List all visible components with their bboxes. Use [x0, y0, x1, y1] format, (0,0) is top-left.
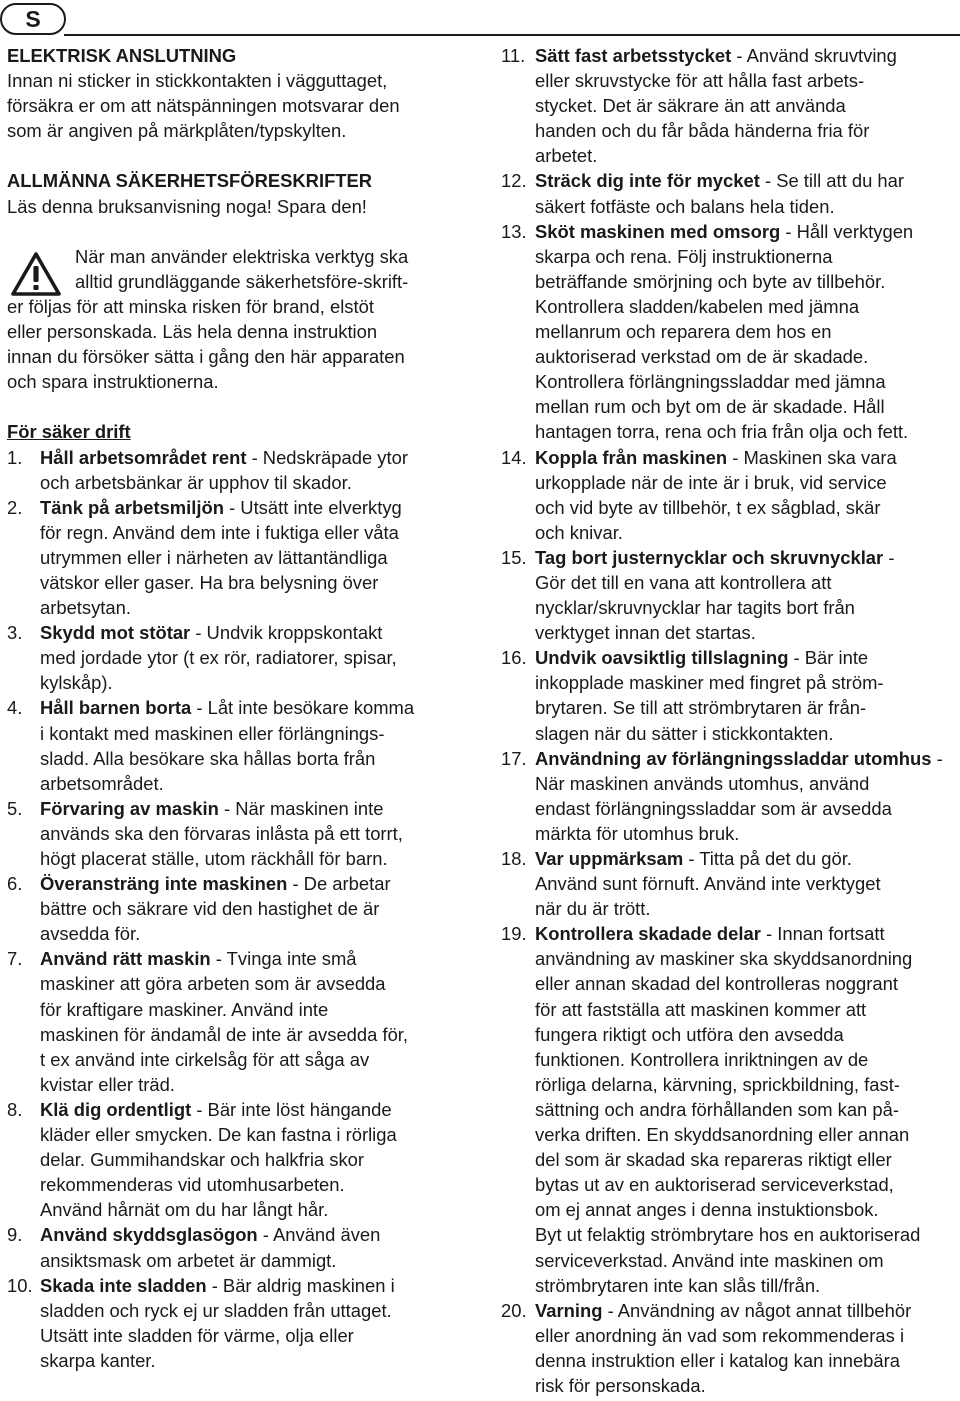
- rule-line: risk för personskada.: [535, 1374, 706, 1396]
- rule-first-line: [535, 219, 953, 244]
- rule-title-rest: - Bär inte: [788, 647, 869, 669]
- rule-title: Håll arbetsområdet rent: [40, 446, 247, 468]
- rule-first-line: [535, 168, 953, 193]
- rule-line: denna instruktion eller i katalog kan innebära: [535, 1349, 900, 1371]
- rule-title-rest: - Innan fortsatt: [760, 923, 885, 945]
- rule-title: Använd rätt maskin: [40, 948, 211, 970]
- rule-line: sladd. Alla besökare ska hållas borta från: [40, 747, 376, 769]
- rule-line: om ej annat anges i denna instuktionsbok.: [535, 1199, 879, 1221]
- rule-number: 10.: [7, 1274, 33, 1296]
- rule-line: beträffande smörjning och byte av tillbehör.: [535, 270, 886, 292]
- rule-title-rest: - Maskinen ska vara: [727, 446, 897, 468]
- rule-first-line: [40, 1273, 459, 1298]
- warning-line: innan du försöker sätta i gång den här apparaten: [7, 346, 405, 368]
- rule-line: sättning och andra förhållanden som kan på-: [535, 1098, 899, 1120]
- rule-line: mellanrum och reparera dem hos en: [535, 321, 832, 343]
- safety-rule-item: [501, 1298, 953, 1398]
- rule-title: Sätt fast arbetsstycket: [535, 45, 732, 66]
- rule-number: 11.: [501, 45, 526, 66]
- electrical-line: försäkra er om att nätspänningen motsvarar den: [7, 95, 400, 117]
- rule-title: Skada inte sladden: [40, 1274, 207, 1296]
- rule-line: mellan rum och byt om de är skadade. Håll: [535, 396, 885, 418]
- warning-line: När man använder elektriska verktyg ska: [75, 245, 409, 267]
- safety-rule-item: [7, 620, 459, 695]
- safety-rule-item: [7, 445, 459, 495]
- rule-line: arbetsområdet.: [40, 772, 164, 794]
- rule-first-line: [40, 796, 459, 821]
- rule-number: 15.: [501, 546, 527, 568]
- rule-line: När maskinen används utomhus, använd: [535, 772, 870, 794]
- rule-text: [40, 1222, 459, 1272]
- rule-line: i kontakt med maskinen eller förlängnings-: [40, 722, 385, 744]
- rule-line: skarpa och rena. Följ instruktionerna: [535, 245, 833, 267]
- rule-line: används ska den förvaras inlåsta på ett torrt,: [40, 822, 403, 844]
- rule-number: 19.: [501, 923, 527, 945]
- electrical-line: Innan ni sticker in stickkontakten i vägguttaget,: [7, 70, 388, 92]
- rule-title: Undvik oavsiktlig tillslagning: [535, 647, 789, 669]
- rule-line: bättre och säkrare vid den hastighet de är: [40, 898, 380, 920]
- rule-line: Gör det till en vana att kontrollera att: [535, 571, 832, 593]
- warning-triangle-icon: [11, 252, 61, 296]
- rule-text: [535, 545, 953, 645]
- rule-first-line: [535, 445, 953, 470]
- rule-number: 6.: [7, 873, 23, 895]
- rule-line: handen och du får båda händerna fria för: [535, 120, 870, 142]
- rule-line: Kontrollera sladden/kabelen med jämna: [535, 295, 860, 317]
- rule-number: 13.: [501, 220, 527, 242]
- rule-first-line: [535, 1298, 953, 1323]
- rule-number: 9.: [7, 1224, 23, 1246]
- rule-first-line: [40, 445, 459, 470]
- spacer: [7, 143, 459, 168]
- rule-text: [535, 846, 953, 921]
- rule-title-rest: - Titta på det du gör.: [683, 848, 852, 869]
- rule-line: och knivar.: [535, 521, 623, 543]
- rule-number: 5.: [7, 797, 23, 819]
- rule-first-line: [40, 695, 459, 720]
- rule-line: inkopplade maskiner med fingret på ström-: [535, 672, 884, 694]
- safety-rule-item: [7, 796, 459, 871]
- safety-rule-item: [7, 495, 459, 620]
- rule-line: arbetsytan.: [40, 597, 131, 619]
- rule-line: rekommenderas vid utomhusarbeten.: [40, 1174, 345, 1196]
- rule-text: [40, 796, 459, 871]
- rule-line: slagen när du sätter i stickkontakten.: [535, 722, 834, 744]
- rule-first-line: [535, 545, 953, 570]
- rule-title: Sköt maskinen med omsorg: [535, 220, 781, 242]
- rule-line: ansiktsmask om arbetet är dammigt.: [40, 1249, 337, 1271]
- rule-line: avsedda för.: [40, 923, 141, 945]
- rule-line: maskinen för ändamål de inte är avsedda för,: [40, 1023, 409, 1045]
- rule-title-rest: - Använd även: [257, 1224, 381, 1246]
- rule-first-line: [535, 921, 953, 946]
- rule-line: säkert fotfäste och balans hela tiden.: [535, 195, 835, 217]
- general-safety-heading: ALLMÄNNA SÄKERHETSFÖRESKRIFTER: [7, 170, 373, 192]
- rule-title: Använd skyddsglasögon: [40, 1224, 258, 1246]
- rule-number: 12.: [501, 170, 527, 192]
- rule-text: [40, 495, 459, 620]
- rule-line: utrymmen eller i närheten av lättantändliga: [40, 546, 388, 568]
- rule-title: Tänk på arbetsmiljön: [40, 496, 224, 518]
- safety-rule-item: [7, 1222, 459, 1272]
- rule-line: kläder eller smycken. De kan fastna i rörliga: [40, 1124, 397, 1146]
- rule-title-rest: - Låt inte besökare komma: [191, 697, 415, 719]
- rule-text: [40, 871, 459, 946]
- rule-title: Förvaring av maskin: [40, 797, 219, 819]
- warning-line: och spara instruktionerna.: [7, 371, 219, 393]
- general-safety-intro: Läs denna bruksanvisning noga! Spara den!: [7, 195, 367, 217]
- rule-line: rörliga delarna, kärvning, sprickbildning, fast-: [535, 1073, 900, 1095]
- rule-text: [535, 219, 953, 445]
- rule-text: [40, 695, 459, 795]
- right-column: [501, 43, 953, 1398]
- rule-line: delar. Gummihandskar och halkfria skor: [40, 1149, 365, 1171]
- rule-title: Kontrollera skadade delar: [535, 923, 761, 945]
- rule-title: Var uppmärksam: [535, 848, 684, 869]
- rule-title-rest: - Håll verktygen: [780, 220, 914, 242]
- rule-first-line: [535, 846, 953, 871]
- rule-number: 3.: [7, 622, 23, 644]
- rule-line: serviceverkstad. Använd inte maskinen om: [535, 1249, 884, 1271]
- rule-line: och vid byte av tillbehör, t ex sågblad, skär: [535, 496, 881, 518]
- safety-rule-item: [501, 43, 953, 168]
- safety-rule-item: [501, 168, 953, 218]
- rule-line: med jordade ytor (t ex rör, radiatorer, spisar,: [40, 647, 397, 669]
- rule-line: bytas ut av en auktoriserad serviceverkstad,: [535, 1174, 894, 1196]
- rule-line: fungera riktigt och utföra den avsedda: [535, 1023, 844, 1045]
- rule-first-line: [40, 946, 459, 971]
- rule-line: t ex använd inte cirkelsåg för att såga av: [40, 1048, 370, 1070]
- rule-first-line: [535, 746, 953, 771]
- safety-rule-item: [7, 871, 459, 946]
- rule-title-rest: - Användning av något annat tillbehör: [602, 1299, 912, 1321]
- rule-title-rest: - Undvik kroppskontakt: [190, 622, 383, 644]
- rule-title: Varning: [535, 1299, 603, 1321]
- safety-rule-item: [501, 545, 953, 645]
- rule-number: 4.: [7, 697, 23, 719]
- rule-line: arbetet.: [535, 145, 598, 167]
- safety-rule-item: [7, 1097, 459, 1222]
- rule-line: användning av maskiner ska skyddsanordning: [535, 948, 913, 970]
- rule-line: verktyget innan det startas.: [535, 622, 756, 644]
- rule-text: [535, 746, 953, 846]
- rule-text: [40, 1097, 459, 1222]
- rule-number: 17.: [501, 747, 527, 769]
- rule-line: vätskor eller gaser. Ha bra belysning över: [40, 571, 379, 593]
- safety-rule-item: [501, 746, 953, 846]
- spacer: [7, 219, 459, 244]
- rule-title: Tag bort justernycklar och skruvnycklar: [535, 546, 884, 568]
- rule-title-rest: - De arbetar: [287, 873, 391, 895]
- rule-line: strömbrytaren inte kan slås till/från.: [535, 1274, 821, 1296]
- header-rule: [64, 34, 960, 36]
- safety-rule-item: [501, 445, 953, 545]
- rule-title: Koppla från maskinen: [535, 446, 728, 468]
- safety-rule-item: [501, 921, 953, 1297]
- warning-line: er följas för att minska risken för brand, elstöt: [7, 295, 374, 317]
- rule-number: 18.: [501, 848, 527, 869]
- rule-title-rest: - Se till att du har: [759, 170, 904, 192]
- safety-rule-item: [7, 695, 459, 795]
- rule-title-rest: - Bär aldrig maskinen i: [206, 1274, 395, 1296]
- rule-title: Skydd mot stötar: [40, 622, 191, 644]
- safety-rule-item: [501, 645, 953, 745]
- rule-text: [40, 445, 459, 495]
- rule-title: Klä dig ordentligt: [40, 1098, 192, 1120]
- rule-line: del som är skadad ska repareras riktigt eller: [535, 1149, 892, 1171]
- safety-rule-item: [7, 1273, 459, 1373]
- rule-line: kylskåp).: [40, 672, 113, 694]
- rule-line: maskiner att göra arbeten som är avsedda: [40, 973, 386, 995]
- rule-title-rest: - Tvinga inte små: [210, 948, 357, 970]
- rule-text: [535, 1298, 953, 1398]
- rule-title-rest: -: [883, 546, 895, 568]
- rule-number: 2.: [7, 496, 23, 518]
- rule-title: Överansträng inte maskinen: [40, 873, 288, 895]
- rule-number: 8.: [7, 1098, 23, 1120]
- rule-line: högt placerat ställe, utom räckhåll för barn.: [40, 848, 388, 869]
- rule-first-line: [40, 871, 459, 896]
- rule-line: verka driften. En skyddsanordning eller annan: [535, 1124, 910, 1146]
- rule-title: Sträck dig inte för mycket: [535, 170, 760, 192]
- language-badge: S: [0, 3, 66, 35]
- rule-first-line: [40, 495, 459, 520]
- rule-title-rest: - Utsätt inte elverktyg: [223, 496, 402, 518]
- left-safety-list: [7, 445, 459, 1373]
- rule-line: Kontrollera förlängningssladdar med jämna: [535, 371, 886, 393]
- rule-text: [40, 946, 459, 1097]
- safety-rule-item: [7, 946, 459, 1097]
- rule-title: Användning av förlängningssladdar utomhus: [535, 747, 932, 769]
- rule-line: Använd sunt förnuft. Använd inte verktyget: [535, 873, 881, 895]
- rule-title-rest: - När maskinen inte: [218, 797, 384, 819]
- rule-line: eller skruvstycke för att hålla fast arbets-: [535, 70, 865, 92]
- rule-title-rest: - Nedskräpade ytor: [246, 446, 408, 468]
- rule-line: sladden och ryck ej ur sladden från uttaget.: [40, 1299, 392, 1321]
- rule-line: eller anordning än vad som rekommenderas i: [535, 1324, 905, 1346]
- rule-text: [40, 1273, 459, 1373]
- rule-line: nycklar/skruvnycklar har tagits bort från: [535, 597, 855, 619]
- safety-rule-item: [501, 219, 953, 445]
- rule-first-line: [535, 645, 953, 670]
- rule-line: stycket. Det är säkrare än att använda: [535, 95, 846, 117]
- rule-number: 14.: [501, 446, 527, 468]
- rule-line: auktoriserad verkstad om de är skadade.: [535, 346, 869, 368]
- rule-first-line: [40, 620, 459, 645]
- warning-line: alltid grundläggande säkerhetsföre-skrift-: [75, 270, 409, 292]
- rule-first-line: [535, 43, 953, 68]
- left-column: [7, 43, 459, 1373]
- rule-first-line: [40, 1222, 459, 1247]
- rule-text: [535, 645, 953, 745]
- rule-text: [535, 921, 953, 1297]
- rule-number: 16.: [501, 647, 527, 669]
- warning-line: eller personskada. Läs hela denna instruktion: [7, 321, 378, 343]
- rule-text: [535, 168, 953, 218]
- spacer: [7, 394, 459, 419]
- rule-text: [535, 445, 953, 545]
- rule-line: Byt ut felaktig strömbrytare hos en auktoriserad: [535, 1224, 921, 1246]
- rule-line: för att fastställa att maskinen kommer att: [535, 998, 867, 1020]
- rule-line: urkopplade när de inte är i bruk, vid service: [535, 471, 887, 493]
- rule-line: endast förlängningssladdar som är avsedda: [535, 797, 892, 819]
- rule-text: [40, 620, 459, 695]
- rule-number: 7.: [7, 948, 23, 970]
- rule-number: 1.: [7, 446, 23, 468]
- rule-number: 20.: [501, 1299, 527, 1321]
- electrical-heading: ELEKTRISK ANSLUTNING: [7, 45, 237, 66]
- warning-block: [7, 244, 459, 395]
- rule-title-rest: - Använd skruvtving: [731, 45, 897, 66]
- rule-line: och arbetsbänkar är upphov til skador.: [40, 471, 352, 493]
- rule-text: [535, 43, 953, 168]
- rule-line: märkta för utomhus bruk.: [535, 822, 740, 844]
- rule-line: skarpa kanter.: [40, 1349, 156, 1371]
- rule-line: för kraftigare maskiner. Använd inte: [40, 998, 329, 1020]
- safe-operation-heading: För säker drift: [7, 421, 131, 443]
- rule-line: hantagen torra, rena och fria från olja och fett.: [535, 421, 909, 443]
- rule-line: för regn. Använd dem inte i fuktiga eller våta: [40, 521, 399, 543]
- rule-line: Utsätt inte sladden för värme, olja eller: [40, 1324, 354, 1346]
- rule-title: Håll barnen borta: [40, 697, 192, 719]
- safety-rule-item: [501, 846, 953, 921]
- rule-line: Använd hårnät om du har långt hår.: [40, 1199, 329, 1221]
- rule-line: brytaren. Se till att strömbrytaren är från-: [535, 697, 867, 719]
- rule-line: eller annan skadad del kontrolleras noggrant: [535, 973, 898, 995]
- electrical-line: som är angiven på märkplåten/typskylten.: [7, 120, 347, 142]
- rule-line: funktionen. Kontrollera inriktningen av de: [535, 1048, 869, 1070]
- rule-title-rest: - Bär inte löst hängande: [191, 1098, 392, 1120]
- rule-title-rest: -: [931, 747, 943, 769]
- rule-line: när du är trött.: [535, 898, 651, 920]
- rule-first-line: [40, 1097, 459, 1122]
- rule-line: kvistar eller träd.: [40, 1073, 175, 1095]
- right-safety-list: [501, 43, 953, 1398]
